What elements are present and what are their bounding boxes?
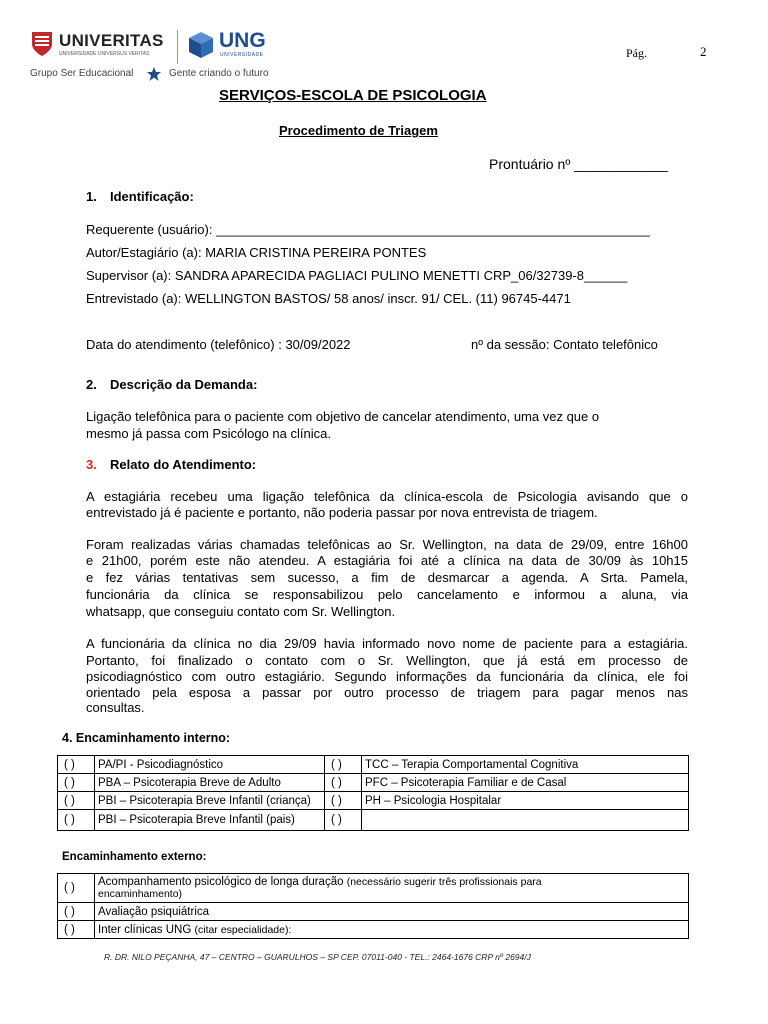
external-referral-table (57, 873, 689, 939)
external-option-3-note: (citar especialidade): (194, 923, 292, 936)
tagline: Gente criando o futuro (169, 68, 269, 79)
numero-sessao: nº da sessão: Contato telefônico (471, 337, 658, 352)
relato-p2-line-2: e 21h00, porém este não atendeu. A estagiária foi até a clínica na data de 30/09 às 10h15 (86, 553, 688, 568)
option-label: PH – Psicologia Hospitalar (362, 792, 689, 810)
relato-p1-line-2: entrevistado já é paciente e portanto, não poderia passar por nova entrevista de triagem. (86, 505, 598, 520)
checkbox[interactable]: ( ) (325, 756, 362, 774)
table-row (58, 903, 689, 921)
section4-heading: 4. Encaminhamento interno: (62, 731, 231, 745)
table-row (58, 792, 689, 810)
option-label (95, 874, 689, 903)
ung-cube-icon (186, 30, 216, 60)
relato-p3-line-4: orientado pela esposa a passar por outro processo de triagem para pagar menos nas (86, 685, 688, 700)
ung-logo (186, 30, 281, 64)
option-label: PBI – Psicoterapia Breve Infantil (pais) (95, 810, 325, 831)
checkbox[interactable]: ( ) (58, 756, 95, 774)
univeritas-wordmark: UNIVERITAS (59, 31, 164, 50)
footer-address: R. DR. NILO PEÇANHA, 47 – CENTRO – GUARULHOS – SP CEP. 07011-040 - TEL.: 2464-1676 CRP nº 2694/J (104, 952, 531, 962)
relato-p2-line-5: whatsapp, que conseguiu contato com Sr. Wellington. (86, 604, 396, 619)
section1-heading: Identificação: (110, 189, 194, 204)
logo-divider (177, 30, 178, 64)
requerente-field: Requerente (usuário): ____________________________________________________________ (86, 222, 650, 237)
relato-p3-line-3: psicodiagnóstico com outro estagiário. Segundo informações da funcionária da clínica, ele foi (86, 669, 688, 684)
relato-p3-line-1: A funcionária da clínica no dia 29/09 havia informado novo nome de paciente para a estagiária. (86, 636, 688, 651)
demanda-line-1: Ligação telefônica para o paciente com objetivo de cancelar atendimento, uma vez que o (86, 409, 600, 424)
external-option-1-note-2: encaminhamento) (98, 888, 183, 900)
option-label (95, 921, 689, 939)
table-row (58, 756, 689, 774)
checkbox[interactable]: ( ) (325, 774, 362, 792)
relato-p3-line-2: Portanto, foi finalizado o contato com o Sr. Wellington, que já está em processo de (86, 653, 688, 668)
demanda-line-2: mesmo já passa com Psicólogo na clínica. (86, 426, 331, 441)
option-label: PBA – Psicoterapia Breve de Adulto (95, 774, 325, 792)
external-option-1: Acompanhamento psicológico de longa duração (98, 876, 344, 888)
ung-subtitle: UNIVERSIDADE (220, 52, 264, 58)
relato-p2-line-4: funcionária da clínica se responsabilizou pelo cancelamento e informou a aluna, via (86, 587, 688, 602)
section3-heading: Relato do Atendimento: (110, 457, 257, 472)
univeritas-subtitle: UNIVERSIDADE UNIVERSUS VERITAS (59, 51, 150, 57)
relato-p3-line-5: consultas. (86, 700, 145, 715)
section2-number: 2. (86, 377, 97, 392)
relato-p1-line-1: A estagiária recebeu uma ligação telefônica da clínica-escola de Psicologia avisando que o (86, 489, 688, 504)
option-label: PFC – Psicoterapia Familiar e de Casal (362, 774, 689, 792)
checkbox[interactable]: ( ) (58, 774, 95, 792)
relato-p2-line-3: e fez várias tentativas sem sucesso, a fim de desmarcar a agenda. A Srta. Pamela, (86, 570, 688, 585)
checkbox[interactable]: ( ) (325, 792, 362, 810)
relato-p2-line-1: Foram realizadas várias chamadas telefônicas ao Sr. Wellington, na data de 29/09, entre 16h00 (86, 537, 688, 552)
data-atendimento: Data do atendimento (telefônico) : 30/09/2022 (86, 337, 351, 352)
table-row (58, 774, 689, 792)
internal-referral-table (57, 755, 689, 831)
external-option-1-note: (necessário sugerir três profissionais para (346, 876, 542, 888)
section1-number: 1. (86, 189, 97, 204)
checkbox[interactable]: ( ) (58, 874, 95, 903)
checkbox[interactable]: ( ) (58, 810, 95, 831)
section2-heading: Descrição da Demanda: (110, 377, 258, 392)
external-option-2: Avaliação psiquiátrica (95, 903, 689, 921)
option-label: PBI – Psicoterapia Breve Infantil (criança) (95, 792, 325, 810)
group-text: Grupo Ser Educacional (30, 68, 134, 79)
main-title: SERVIÇOS-ESCOLA DE PSICOLOGIA (219, 87, 487, 104)
table-row (58, 810, 689, 831)
univeritas-logo (30, 30, 170, 64)
sub-title: Procedimento de Triagem (279, 123, 438, 138)
checkbox[interactable]: ( ) (58, 903, 95, 921)
univeritas-shield-icon (30, 30, 54, 58)
table-row (58, 874, 689, 903)
option-label (362, 810, 689, 831)
supervisor-field: Supervisor (a): SANDRA APARECIDA PAGLIACI PULINO MENETTI CRP_06/32739-8______ (86, 268, 628, 283)
prontuario-field: Prontuário nº ____________ (489, 156, 668, 172)
option-label: TCC – Terapia Comportamental Cognitiva (362, 756, 689, 774)
page-label: Pág. (626, 46, 647, 60)
checkbox[interactable]: ( ) (58, 792, 95, 810)
table-row (58, 921, 689, 939)
section3-number: 3. (86, 457, 97, 472)
entrevistado-field: Entrevistado (a): WELLINGTON BASTOS/ 58 anos/ inscr. 91/ CEL. (11) 96745-4471 (86, 291, 571, 306)
checkbox[interactable]: ( ) (58, 921, 95, 939)
checkbox[interactable]: ( ) (325, 810, 362, 831)
ung-wordmark: UNG (219, 29, 266, 52)
star-icon (146, 66, 162, 82)
option-label: PA/PI - Psicodiagnóstico (95, 756, 325, 774)
external-heading: Encaminhamento externo: (62, 851, 207, 863)
page-number: 2 (700, 44, 707, 59)
autor-field: Autor/Estagiário (a): MARIA CRISTINA PEREIRA PONTES (86, 245, 427, 260)
external-option-3: Inter clínicas UNG (98, 923, 192, 936)
